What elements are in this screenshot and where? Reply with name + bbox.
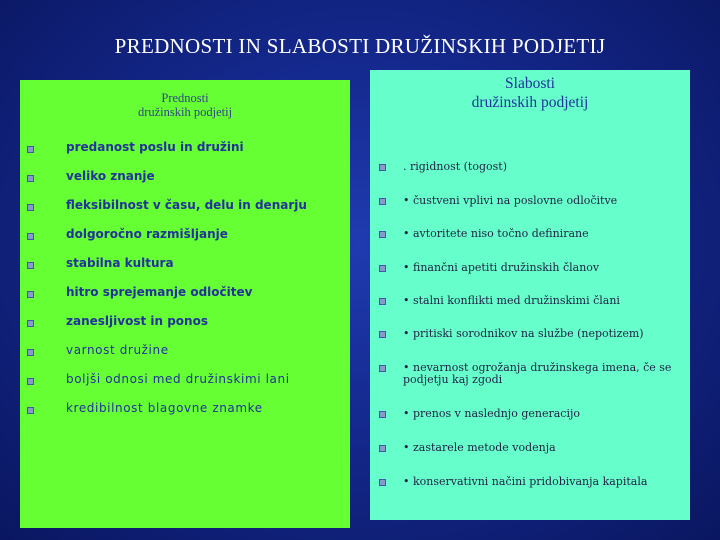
bullet-icon	[27, 291, 34, 298]
advantage-item: veliko znanje	[66, 169, 155, 183]
weaknesses-heading-line2: družinskih podjetij	[471, 94, 589, 111]
advantage-item: predanost poslu in družini	[66, 140, 244, 154]
weakness-item: • čustveni vplivi na poslovne odločitve	[403, 194, 618, 207]
bullet-icon	[27, 175, 34, 182]
bullet-icon	[379, 445, 386, 452]
advantage-item: dolgoročno razmišljanje	[66, 227, 228, 241]
bullet-icon	[27, 378, 34, 385]
bullet-icon	[27, 146, 34, 153]
weakness-item: • pritiski sorodnikov na službe (nepotizem)	[403, 327, 644, 340]
bullet-icon	[379, 411, 386, 418]
advantage-item: hitro sprejemanje odločitev	[66, 285, 253, 299]
bullet-icon	[379, 298, 386, 305]
advantages-heading	[20, 91, 350, 119]
bullet-icon	[379, 198, 386, 205]
advantages-heading-line1: Prednosti	[161, 91, 209, 105]
advantage-item: fleksibilnost v času, delu in denarju	[66, 198, 307, 212]
bullet-icon	[379, 479, 386, 486]
bullet-icon	[27, 407, 34, 414]
weakness-item: • finančni apetiti družinskih članov	[403, 261, 600, 274]
advantage-item: varnost družine	[66, 343, 169, 357]
bullet-icon	[379, 331, 386, 338]
weakness-item: . rigidnost (togost)	[403, 160, 507, 173]
bullet-icon	[27, 233, 34, 240]
weakness-item: • zastarele metode vodenja	[403, 441, 556, 454]
advantage-item: boljši odnosi med družinskimi lani	[66, 372, 290, 386]
weakness-item: • konservativni načini pridobivanja kapitala	[403, 475, 648, 488]
bullet-icon	[27, 262, 34, 269]
advantage-item: stabilna kultura	[66, 256, 174, 270]
advantages-heading-line2: družinskih podjetij	[137, 105, 233, 119]
bullet-icon	[379, 164, 386, 171]
advantage-item: kredibilnost blagovne znamke	[66, 401, 263, 415]
weakness-item: • avtoritete niso točno definirane	[403, 227, 589, 240]
slide-title: PREDNOSTI IN SLABOSTI DRUŽINSKIH PODJETIJ	[114, 34, 606, 58]
bullet-icon	[27, 320, 34, 327]
advantage-item: zanesljivost in ponos	[66, 314, 208, 328]
weakness-item: • stalni konflikti med družinskimi člani	[403, 294, 620, 307]
weakness-item: • prenos v naslednjo generacijo	[403, 407, 580, 420]
weaknesses-heading-line1: Slabosti	[505, 75, 555, 92]
bullet-icon	[27, 204, 34, 211]
weakness-item: • nevarnost ogrožanja družinskega imena, če se podjetju kaj zgodi	[403, 361, 672, 386]
weaknesses-heading	[370, 74, 690, 112]
bullet-icon	[379, 231, 386, 238]
bullet-icon	[379, 265, 386, 272]
bullet-icon	[27, 349, 34, 356]
bullet-icon	[379, 365, 386, 372]
